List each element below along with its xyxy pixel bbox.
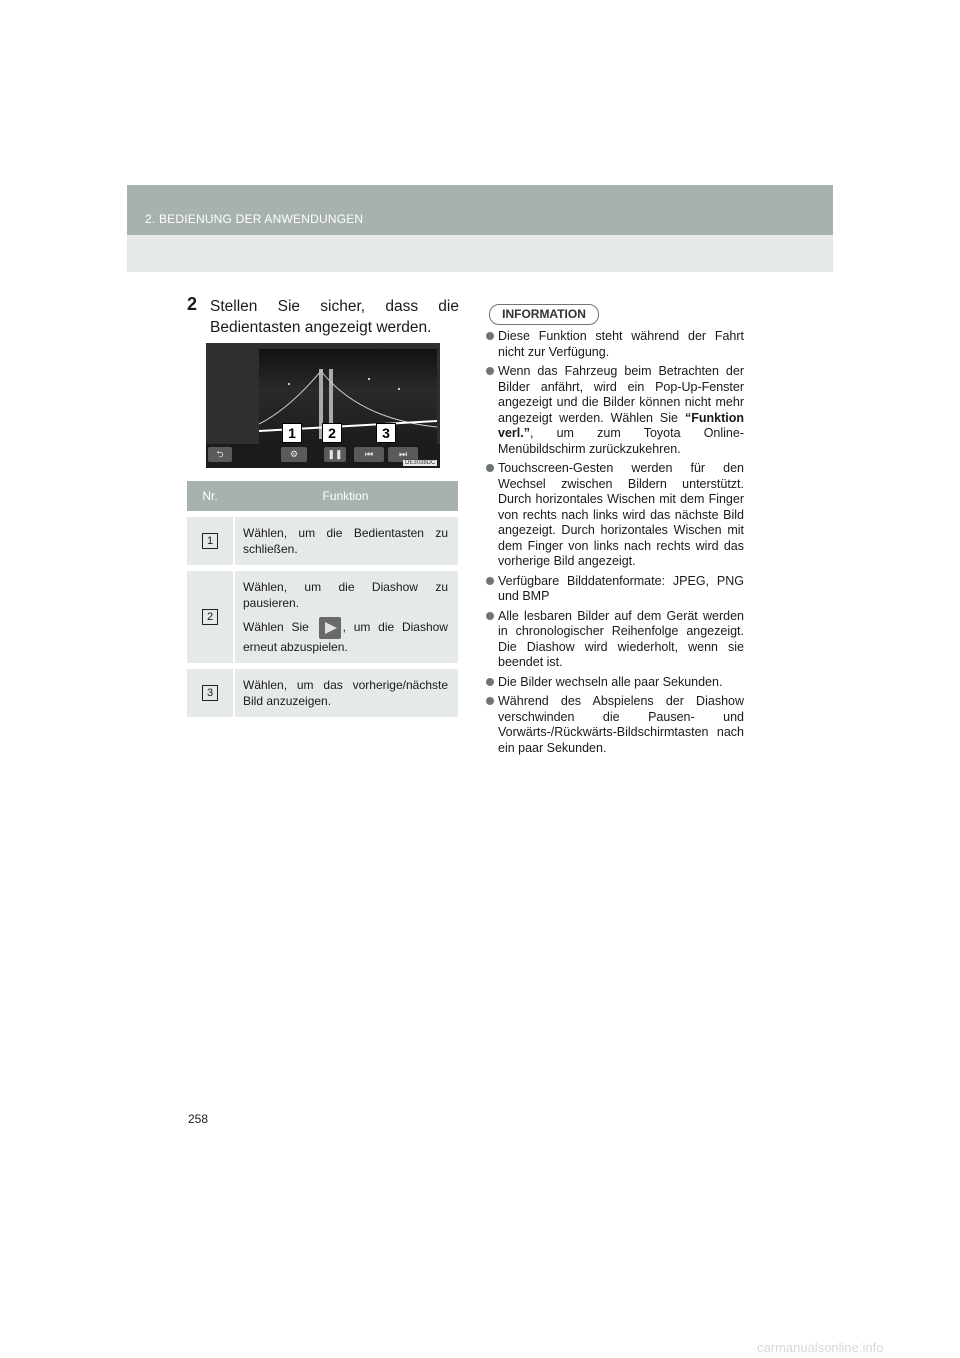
callout-1: 1 [282,423,302,443]
callout-2: 2 [322,423,342,443]
information-label: INFORMATION [489,304,599,325]
next-icon[interactable]: ⏭ [388,447,418,462]
play-icon [319,617,341,639]
bullet-icon [486,367,494,375]
table-row [187,663,458,717]
step-number: 2 [187,294,198,314]
header-function: Funktion [322,489,369,503]
settings-icon[interactable]: ⚙ [281,447,307,462]
slideshow-screenshot [206,343,440,468]
bullet-icon [486,697,494,705]
list-item: Verfügbare Bilddatenformate: JPEG, PNG und BMP [486,574,744,605]
row-number: 2 [202,609,218,625]
previous-icon[interactable]: ⏮ [354,447,384,462]
header-band [127,185,833,235]
list-item: Alle lesbaren Bilder auf dem Gerät werden in chronologischer Reihenfolge angezeigt. Die Diashow wird wiederholt, wenn sie beendet ist. [486,609,744,671]
row-text: Wählen, um die Bedientasten zu schließen. [243,526,448,556]
pause-icon[interactable]: ❚❚ [324,447,346,462]
header-no: Nr. [202,489,218,503]
back-icon[interactable]: ⮌ [208,447,232,462]
step-instruction [187,296,459,338]
row-number: 3 [202,685,218,701]
table-row [187,565,458,663]
step-text: Stellen Sie sicher, dass die Bedientasten angezeigt werden. [210,298,459,336]
section-title: 2. BEDIENUNG DER ANWENDUNGEN [145,212,364,226]
list-item: Wenn das Fahrzeug beim Betrachten der Bilder anfährt, wird ein Pop-Up-Fenster angezeigt und die Bilder können nicht mehr angezeigt werden. Wählen Sie “Funktion verl.”, um zum Toyota Online-Menübildschirm zurückzukehren. [486,364,744,457]
image-code: DE3038DC [405,460,436,466]
row-text: Wählen, um das vorherige/nächste Bild anzuzeigen. [243,678,448,708]
list-item: Die Bilder wechseln alle paar Sekunden. [486,675,744,691]
watermark: carmanualsonline.info [757,1340,884,1355]
row-text: Wählen, um die Diashow zu pausieren. [243,580,448,610]
row-number: 1 [202,533,218,549]
callout-3: 3 [376,423,396,443]
page-number: 258 [188,1112,209,1126]
bullet-icon [486,577,494,585]
list-item: Touchscreen-Gesten werden für den Wechsel zwischen Bildern unterstützt. Durch horizontales Wischen mit dem Finger von rechts nach links wird das nächste Bild angezeigt. Durch horizontales Wischen mit dem Finger von links nach rechts wird das vorherige Bild angezeigt. [486,461,744,570]
table-header [187,481,458,511]
bullet-icon [486,464,494,472]
table-row [187,511,458,565]
bullet-icon [486,678,494,686]
list-item: Diese Funktion steht während der Fahrt nicht zur Verfügung. [486,329,744,360]
list-item: Während des Abspielens der Diashow verschwinden die Pausen- und Vorwärts-/Rückwärts-Bildschirmtasten nach ein paar Sekunden. [486,694,744,756]
header-subband [127,235,833,272]
function-table [187,481,458,717]
row-text-play: Wählen Sie , um die Diashow erneut abzuspielen. [243,617,448,655]
bullet-icon [486,612,494,620]
information-list [486,329,744,760]
bullet-icon [486,332,494,340]
